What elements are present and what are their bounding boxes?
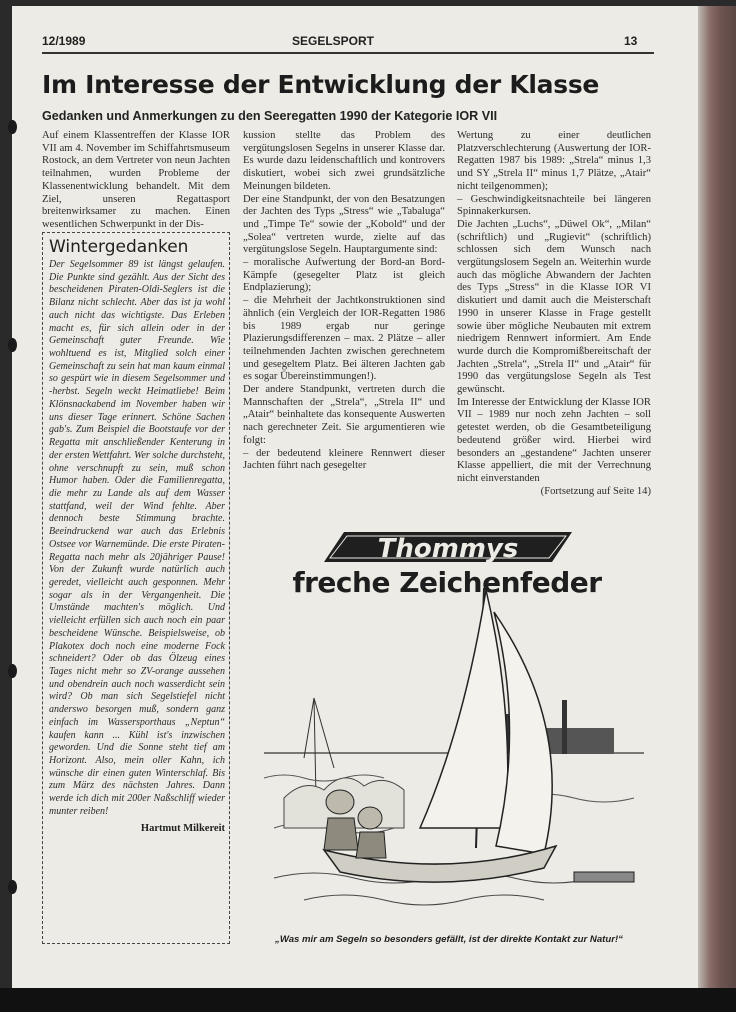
punch-hole xyxy=(8,880,17,894)
article-headline: Im Interesse der Entwicklung der Klasse xyxy=(42,70,600,99)
punch-hole xyxy=(8,120,17,134)
header-rule xyxy=(42,52,654,54)
issue-label: 12/1989 xyxy=(42,34,86,48)
col3-paragraph: – Geschwindigkeitsnachteile bei längeren Spinnakerkursen. xyxy=(457,193,651,218)
magazine-page xyxy=(12,6,698,988)
punch-hole xyxy=(8,338,17,352)
logo-text: Thommys xyxy=(377,534,519,564)
col2-paragraph: Der andere Standpunkt, vertreten durch die Mannschaften der „Strela“, „Strela II“ und „Atair“ beinhaltete das konsequente Auswerten nach gerechneter Zeit. Sie argumentieren wie folgt: xyxy=(243,384,445,446)
column-1 xyxy=(42,130,230,232)
article-subheadline: Gedanken und Anmerkungen zu den Seeregatten 1990 der Kategorie IOR VII xyxy=(42,109,498,123)
scan-edge xyxy=(0,988,736,1012)
magazine-name: SEGELSPORT xyxy=(292,34,375,48)
page-number: 13 xyxy=(624,34,638,48)
punch-hole xyxy=(8,664,17,678)
col2-paragraph: Der eine Standpunkt, der von den Besatzungen der Jachten des Typs „Stress“ wie „Tabaluga“ und „Timpe Te“ sowie der „Kobold“ und der „Solea“ vertreten wurde, zielte auf das vergütungslose Segeln. Hauptargumente sind: xyxy=(243,193,445,256)
col1-intro: Auf einem Klassentreffen der Klasse IOR VII am 4. November im Schiffahrtsmuseum Rostock, an dem Vertreter von neun Jachten teilnahmen, wurden Probleme der Klassenentwicklung behandelt. Mit dem Ziel, unseren Regattasport breitenwirksamer zu machen. Einen wesentlichen Schwerpunkt in der Dis- xyxy=(42,130,230,230)
logo-banner xyxy=(316,528,576,568)
column-3 xyxy=(457,130,651,498)
col3-paragraph: Die Jachten „Luchs“, „Düwel Ok“, „Milan“ (schriftlich) und „Rugievit“ (schriftlich) schlossen sich dem Wunsch nach vergütungslosem Segeln an. Weiterhin wurde auch das mögliche Abwandern der Jachten des Typs „Stress“ in die Klasse IOR VI diskutiert und damit auch die Meisterschaft 1990 in unserer Klasse in Frage gestellt sowie über mögliche Neubauten mit extrem niedrigem Rennwert informiert. Am Ende wurde durch die Kompromißbereitschaft der Jachten „Strela“, „Strela II“ und „Atair“ für 1990 das vergütungslose Segeln als Test gewünscht. xyxy=(457,218,651,396)
col3-paragraph: Wertung zu einer deutlichen Platzverschlechterung (Auswertung der IOR-Regatten 1987 bis 1989: „Strela“ minus 1,3 und SY „Strela II“ minus 1,7 Plätze, „Atair“ nicht teilgenommen); xyxy=(457,130,651,192)
col2-paragraph: – die Mehrheit der Jachtkonstruktionen sind ähnlich (ein Vergleich der IOR-Regatten 1986 bis 1989 ergab nur geringe Plazierungsdifferenzen – max. 2 Plätze – aller teilnehmenden Jachten zwischen gerechnetem und gesegeltem Platz. Bei älteren Jachten gab es sogar Übereinstimmungen!). xyxy=(243,295,445,383)
sidebar-box xyxy=(42,232,230,944)
column-2 xyxy=(243,130,445,473)
col3-paragraph: Im Interesse der Entwicklung der Klasse IOR VII – 1989 nur noch zehn Jachten – soll getestet werden, ob die Gesamtbeteiligung bedeutend größer wird. Hierbei wird besonders an „gestandene“ Jachten unserer Klasse appelliert, die mit der Verrechnung nicht einverstanden xyxy=(457,396,651,484)
col2-paragraph: kussion stellte das Problem des vergütungslosen Segelns in unserer Klasse dar. Es wurde dazu leidenschaftlich und kontrovers diskutiert, wobei sich zwei grundsätzliche Meinungen bildeten. xyxy=(243,130,445,192)
sidebar-text: Der Segelsommer 89 ist längst gelaufen. Die Punkte sind gezählt. Aus der Sicht des bescheidenen Piraten-Oldi-Seglers ist die Bilanz nicht schlecht. Aber das ist ja wohl auch nicht das wichtigste. Das Erleben macht es, für sich allein oder in der Gemeinschaft guter Freunde. Wie wohltuend es ist, Mitglied solch einer Gemeinschaft zu sein hat man kaum einmal so gespürt wie in diesem Segelsommer und -herbst. Segeln weckt Heimatliebe! Beim Klönsnackabend im November haben wir uns dieser Tage erinnert. Schöne Sachen gab's. Zum Beispiel die Bootstaufe vor der Regatta mit anschließender Kenterung in der ersten Wettfahrt. Wer solche durchsteht, ohne verschnupft zu sein, muß schon Humor haben. Oder die Familienregatta, die mehr zu Lande als auf dem Wasser stattfand, weil der Wind fehlte. Aber dennoch beste Stimmung brachte. Beeindruckend war auch das Erlebnis Ostsee vor Warnemünde. Die erste Piraten-Regatta nach mehr als 20jähriger Pause! Von der Zukunft wurde natürlich auch geredet, vielleicht auch gesponnen. Mehr sogar als in der Vergangenheit. Die Umstände machten's möglich. Und vielleicht erfüllen sich auch noch ein paar bescheidene Wünsche. Beispielsweise, ob Plakotex doch noch eine moderne Fock schneidert? Oder ob das Ölzeug eines Tages nicht mehr so ZV-orange aussehen und obendrein auch noch wasserdicht sein wird? Ob man sich Segelstiefel nicht anderswo besorgen muß, sondern ganz einfach im Wassersporthaus „Neptun“ kaufen kann ... Kühl ist's inzwischen geworden. Und die Sonne steht tief am Horizont. Also, mein oller Kahn, ich wünsche dir einen guten Winterschlaf. Bis zum März des nächsten Jahres. Dann werde ich dich mit 200er Naßschliff wieder munter reiben! xyxy=(49,259,225,817)
continuation-note: (Fortsetzung auf Seite 14) xyxy=(540,485,651,497)
sidebar-title: Wintergedanken xyxy=(49,237,189,257)
cartoon-subtitle: freche Zeichenfeder xyxy=(292,566,602,599)
book-binding xyxy=(698,6,736,988)
col2-paragraph: – moralische Aufwertung der Bord-an Bord-Kämpfe (gesegelter Platz ist gleich Endplazierung); xyxy=(243,257,445,294)
col2-paragraph: – der bedeutend kleinere Rennwert dieser Jachten führt nach gesegelter xyxy=(243,447,445,472)
cartoon-caption: „Was mir am Segeln so besonders gefällt, ist der direkte Kontakt zur Natur!“ xyxy=(275,934,623,945)
sidebar-author: Hartmut Milkereit xyxy=(140,822,225,834)
